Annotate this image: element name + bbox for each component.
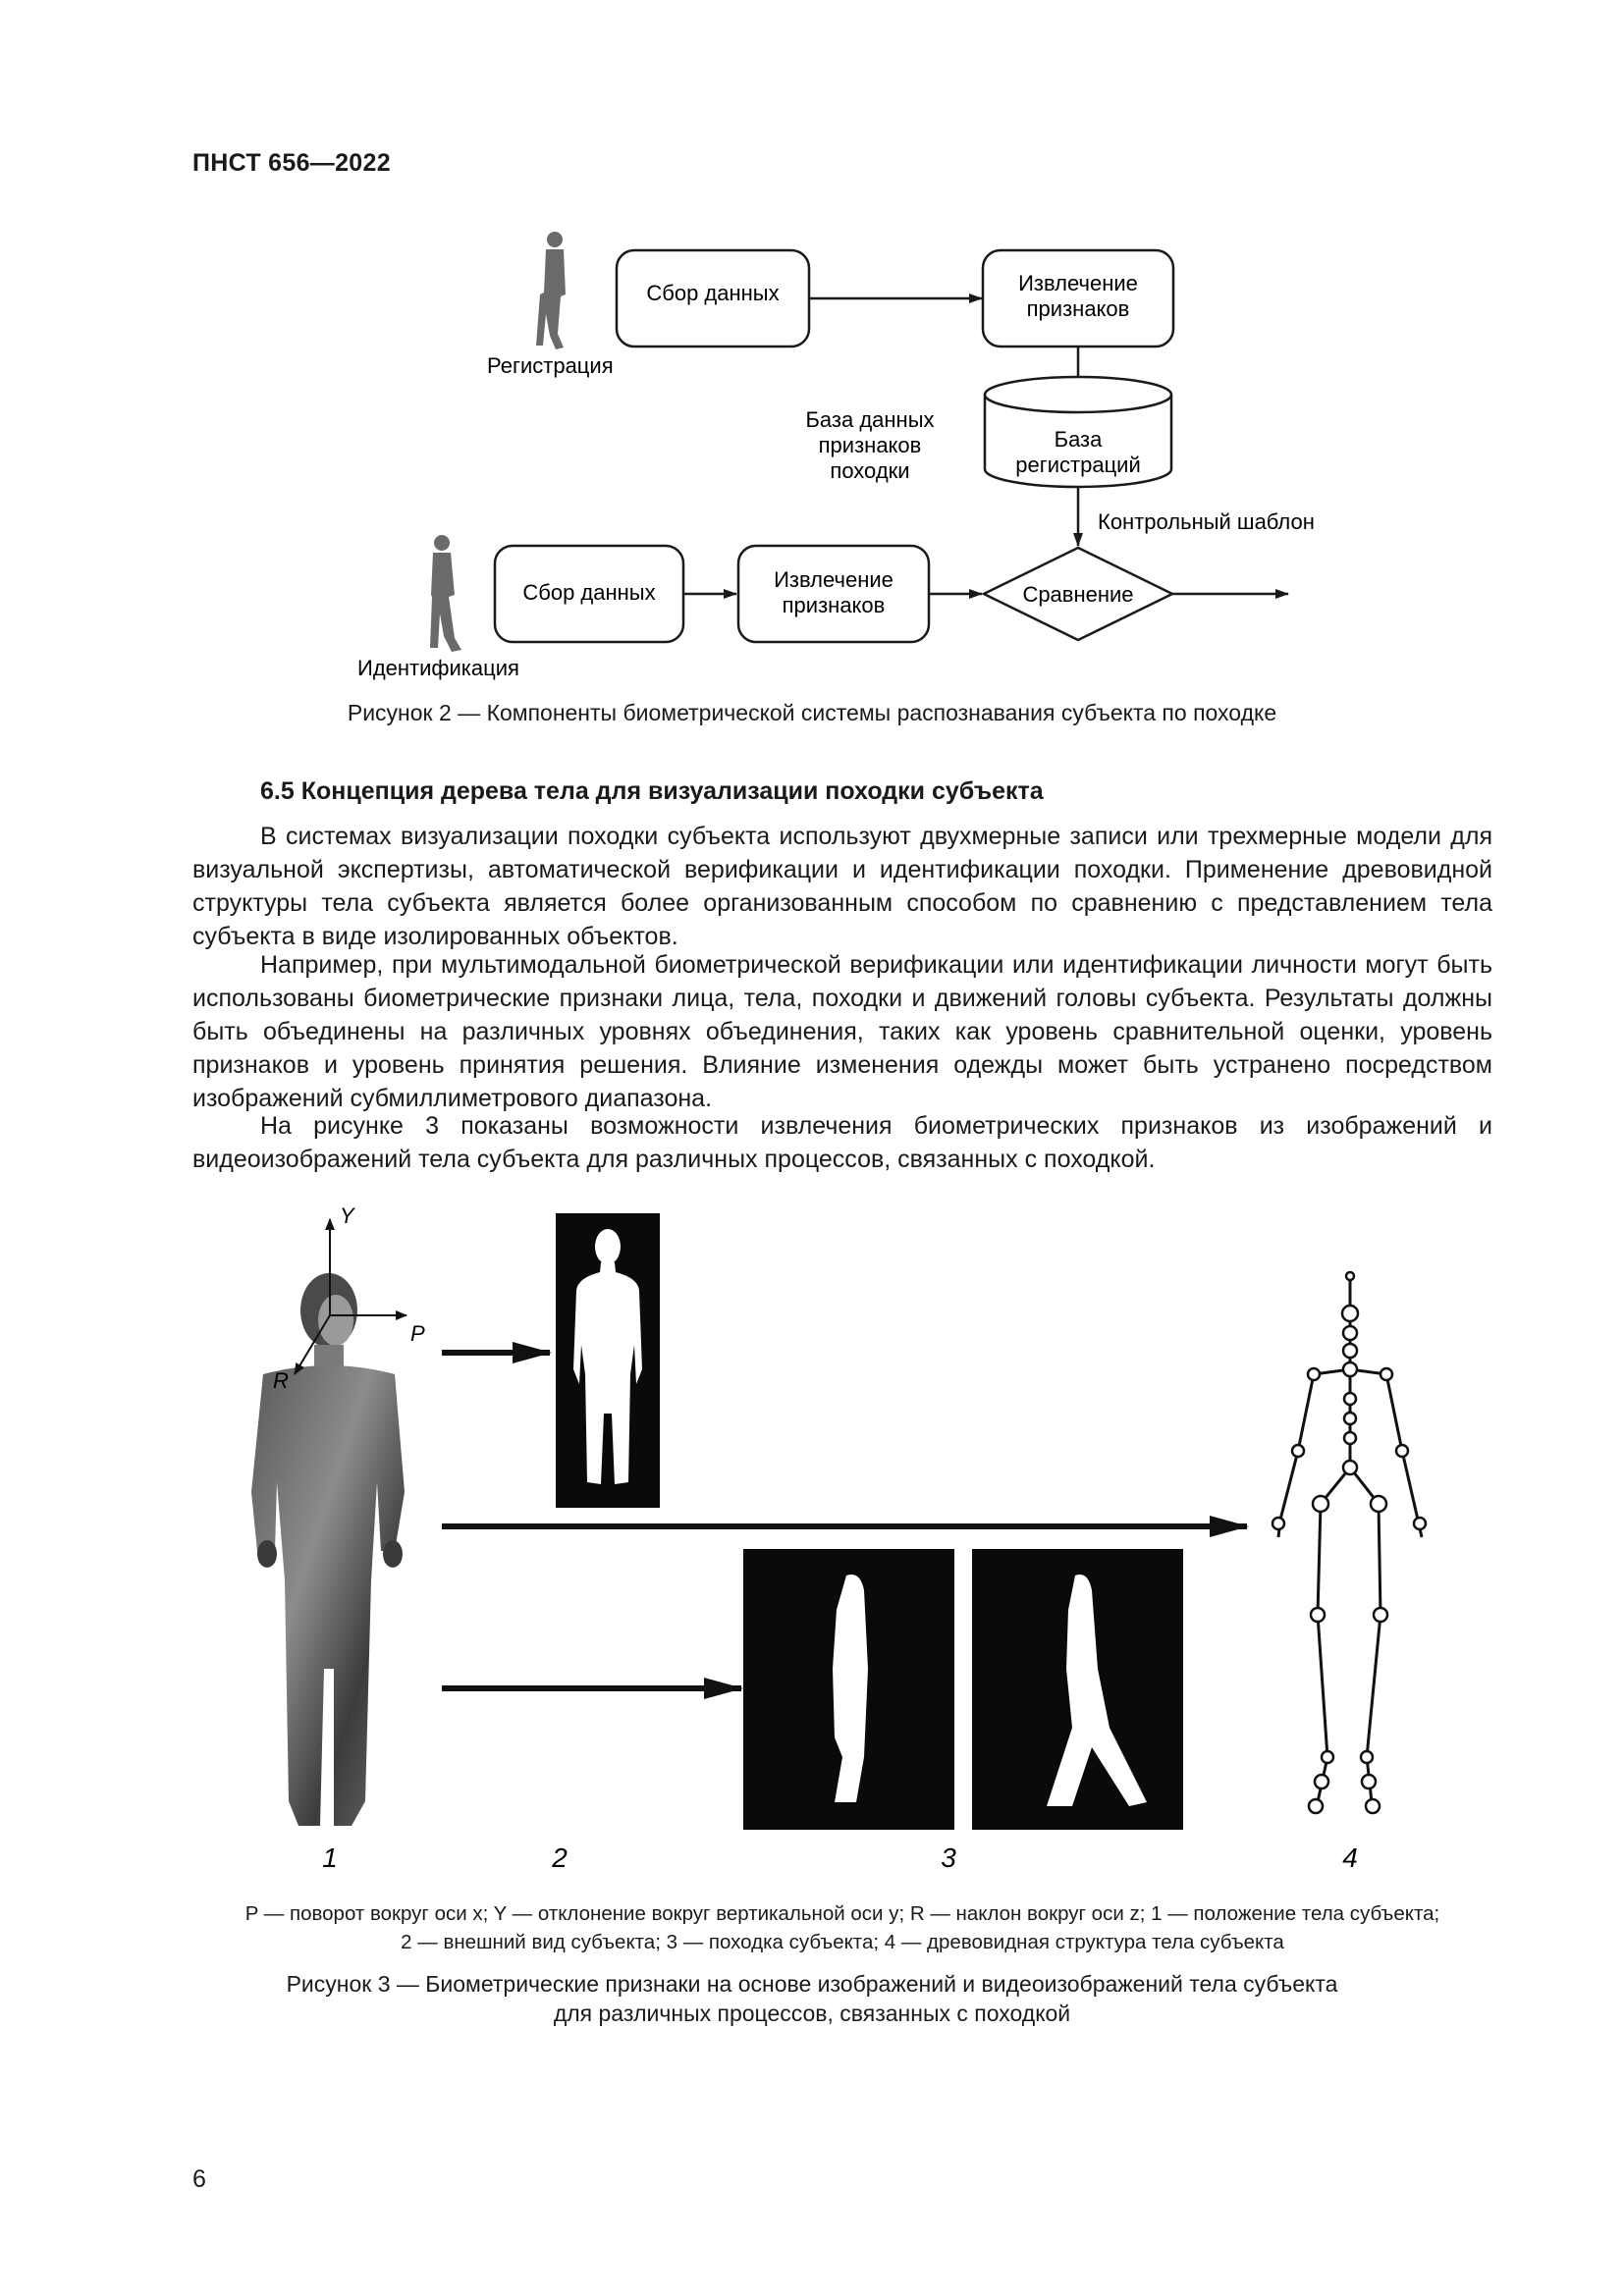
figure-number-1: 1: [322, 1842, 338, 1873]
gait-silhouette-2: [972, 1549, 1183, 1830]
db-caption-1: База данных: [805, 407, 935, 432]
collect-data-label-top: Сбор данных: [646, 281, 780, 305]
extract-features-label-bottom-2: признаков: [782, 593, 886, 617]
gait-silhouette-1: [743, 1549, 954, 1830]
legend-line-1: P — поворот вокруг оси x; Y — отклонение вокруг вертикальной оси y; R — наклон вокруг оси z; 1 — положение тела субъекта;: [244, 1902, 1440, 1925]
db-caption-3: походки: [830, 458, 910, 483]
collect-data-label-bottom: Сбор данных: [522, 580, 656, 605]
figure-2-caption: Рисунок 2 — Компоненты биометрической системы распознавания субъекта по походке: [347, 700, 1277, 725]
section-title: 6.5 Концепция дерева тела для визуализации походки субъекта: [260, 777, 1044, 805]
enroll-label: Регистрация: [487, 353, 614, 378]
figure-3-illustration: [0, 1188, 1624, 1895]
legend-line-2: 2 — внешний вид субъекта; 3 — походка субъекта; 4 — древовидная структура тела субъекта: [401, 1931, 1284, 1953]
body-position-figure: [251, 1273, 405, 1826]
document-header: ПНСТ 656—2022: [192, 149, 391, 177]
identify-label: Идентификация: [357, 656, 519, 680]
walking-person-icon: [536, 232, 566, 349]
skeleton-joints: [1272, 1272, 1426, 1813]
extract-features-label-top-2: признаков: [1026, 296, 1130, 321]
figure-2-diagram: [0, 0, 1624, 707]
db-caption-2: признаков: [818, 433, 922, 457]
figure-3-legend: [192, 1899, 1492, 1956]
db-cylinder-label-1: База: [1054, 427, 1103, 452]
figure-3-caption-1: Рисунок 3 — Биометрические признаки на основе изображений и видеоизображений тела субъекта: [286, 1971, 1338, 1997]
extract-features-label-top-1: Извлечение: [1018, 271, 1138, 295]
template-label: Контрольный шаблон: [1098, 509, 1315, 534]
db-cylinder-label-2: регистраций: [1015, 453, 1141, 477]
figure-number-3: 3: [941, 1842, 956, 1873]
axis-y-label: Y: [340, 1203, 354, 1228]
page-number: 6: [192, 2165, 206, 2193]
paragraph-1: В системах визуализации походки субъекта используют двухмерные записи или трехмерные модели для визуальной экспертизы, автоматической верификации и идентификации походки. Применение древовидной структуры тела субъекта является более организованным способом по сравнению с представлением тела субъекта в виде изолированных объектов.: [192, 823, 1492, 950]
figure-number-4: 4: [1342, 1842, 1358, 1873]
walking-person-icon: [430, 535, 461, 652]
figure-number-2: 2: [552, 1842, 568, 1873]
paragraph-3: На рисунке 3 показаны возможности извлечения биометрических признаков из изображений и видеоизображений тела субъекта для различных процессов, связанных с походкой.: [192, 1112, 1492, 1173]
axis-r-label: R: [273, 1368, 289, 1393]
appearance-silhouette: [556, 1213, 660, 1508]
figure-3-caption-2: для различных процессов, связанных с походкой: [553, 2001, 1071, 2026]
paragraph-2: Например, при мультимодальной биометрической верификации или идентификации личности могут быть использованы биометрические признаки лица, тела, походки и движений головы субъекта. Результаты должны быть объединены на различных уровнях объединения, таких как уровень сравнительной оценки, уровень признаков и уровень принятия решения. Влияние изменения одежды может быть устранено посредством изображений субмиллиметрового диапазона.: [192, 951, 1492, 1112]
compare-label: Сравнение: [1022, 582, 1134, 607]
extract-features-label-bottom-1: Извлечение: [774, 567, 893, 592]
axis-p-label: P: [410, 1321, 425, 1346]
